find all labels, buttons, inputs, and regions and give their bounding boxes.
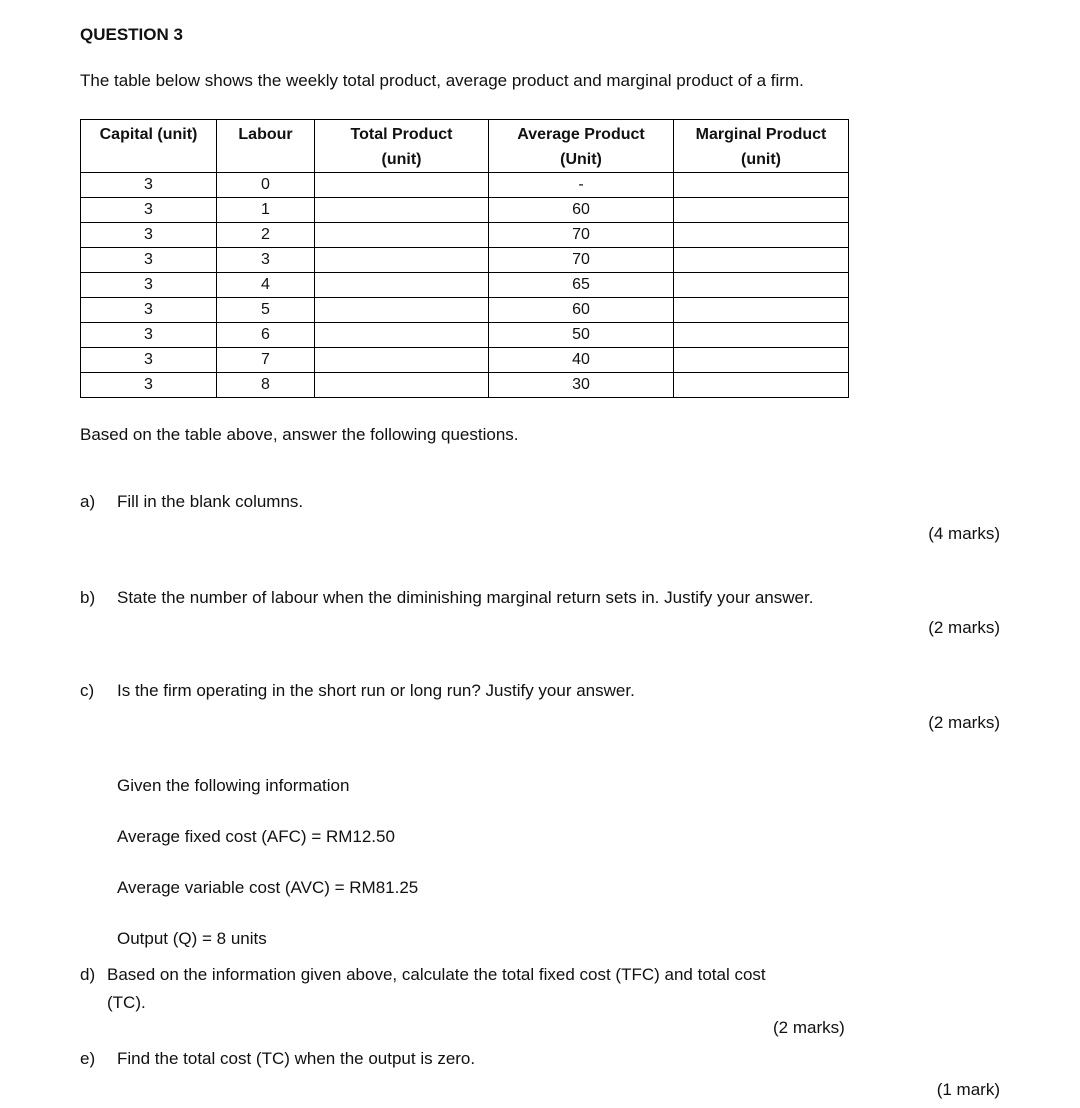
capital-cell: 3 [81, 323, 217, 348]
capital-cell: 3 [81, 248, 217, 273]
table-row [81, 198, 849, 223]
marginal-product-cell [674, 298, 849, 323]
production-table [80, 119, 849, 398]
average-product-cell: - [489, 173, 674, 198]
given-output: Output (Q) = 8 units [117, 929, 267, 948]
instruction-text: Based on the table above, answer the following questions. [80, 425, 519, 444]
capital-cell: 3 [81, 348, 217, 373]
marginal-product-cell [674, 198, 849, 223]
table-header-row [81, 120, 849, 173]
question-d-label: d) [80, 965, 96, 984]
marginal-product-cell [674, 348, 849, 373]
total-product-cell [315, 198, 489, 223]
average-product-cell: 50 [489, 323, 674, 348]
capital-cell: 3 [81, 298, 217, 323]
given-heading: Given the following information [117, 776, 350, 795]
labour-cell: 0 [217, 173, 315, 198]
labour-cell: 6 [217, 323, 315, 348]
marginal-product-cell [674, 273, 849, 298]
total-product-cell [315, 298, 489, 323]
capital-cell: 3 [81, 173, 217, 198]
question-b-label: b) [80, 588, 96, 607]
question-c-text: Is the firm operating in the short run or long run? Justify your answer. [117, 681, 635, 700]
table-row [81, 273, 849, 298]
question-e-label: e) [80, 1049, 96, 1068]
header-capital: Capital (unit) [81, 120, 217, 173]
average-product-cell: 60 [489, 298, 674, 323]
labour-cell: 5 [217, 298, 315, 323]
question-d-text-line2: (TC). [107, 993, 146, 1012]
average-product-cell: 70 [489, 248, 674, 273]
average-product-cell: 60 [489, 198, 674, 223]
question-a-marks: (4 marks) [928, 524, 1000, 543]
labour-cell: 4 [217, 273, 315, 298]
question-a-text: Fill in the blank columns. [117, 492, 304, 511]
average-product-cell: 30 [489, 373, 674, 398]
question-e-text: Find the total cost (TC) when the output is zero. [117, 1049, 476, 1068]
capital-cell: 3 [81, 198, 217, 223]
header-total-product: Total Product (unit) [315, 120, 489, 173]
intro-text: The table below shows the weekly total product, average product and marginal product of a firm. [80, 71, 804, 90]
capital-cell: 3 [81, 223, 217, 248]
table-row [81, 323, 849, 348]
average-product-cell: 65 [489, 273, 674, 298]
table-row [81, 173, 849, 198]
capital-cell: 3 [81, 373, 217, 398]
table-row [81, 348, 849, 373]
question-e-marks: (1 mark) [936, 1080, 1000, 1099]
total-product-cell [315, 173, 489, 198]
given-afc: Average fixed cost (AFC) = RM12.50 [117, 827, 395, 846]
question-c-label: c) [80, 681, 95, 700]
marginal-product-cell [674, 323, 849, 348]
average-product-cell: 40 [489, 348, 674, 373]
question-b-marks: (2 marks) [928, 618, 1000, 637]
table-row [81, 248, 849, 273]
labour-cell: 8 [217, 373, 315, 398]
question-a-label: a) [80, 492, 96, 511]
header-average-product: Average Product (Unit) [489, 120, 674, 173]
total-product-cell [315, 248, 489, 273]
question-title: QUESTION 3 [80, 25, 183, 44]
question-d-text-line1: Based on the information given above, calculate the total fixed cost (TFC) and total cost [107, 965, 766, 984]
question-b-text: State the number of labour when the diminishing marginal return sets in. Justify your answer. [117, 588, 814, 607]
given-avc: Average variable cost (AVC) = RM81.25 [117, 878, 419, 897]
question-d-marks: (2 marks) [773, 1018, 845, 1037]
table-row [81, 373, 849, 398]
capital-cell: 3 [81, 273, 217, 298]
table-row [81, 223, 849, 248]
labour-cell: 2 [217, 223, 315, 248]
labour-cell: 1 [217, 198, 315, 223]
labour-cell: 7 [217, 348, 315, 373]
header-marginal-product: Marginal Product (unit) [674, 120, 849, 173]
marginal-product-cell [674, 248, 849, 273]
marginal-product-cell [674, 223, 849, 248]
total-product-cell [315, 273, 489, 298]
header-labour: Labour [217, 120, 315, 173]
labour-cell: 3 [217, 248, 315, 273]
marginal-product-cell [674, 373, 849, 398]
average-product-cell: 70 [489, 223, 674, 248]
question-c-marks: (2 marks) [928, 713, 1000, 732]
table-row [81, 298, 849, 323]
marginal-product-cell [674, 173, 849, 198]
total-product-cell [315, 223, 489, 248]
total-product-cell [315, 373, 489, 398]
total-product-cell [315, 348, 489, 373]
total-product-cell [315, 323, 489, 348]
